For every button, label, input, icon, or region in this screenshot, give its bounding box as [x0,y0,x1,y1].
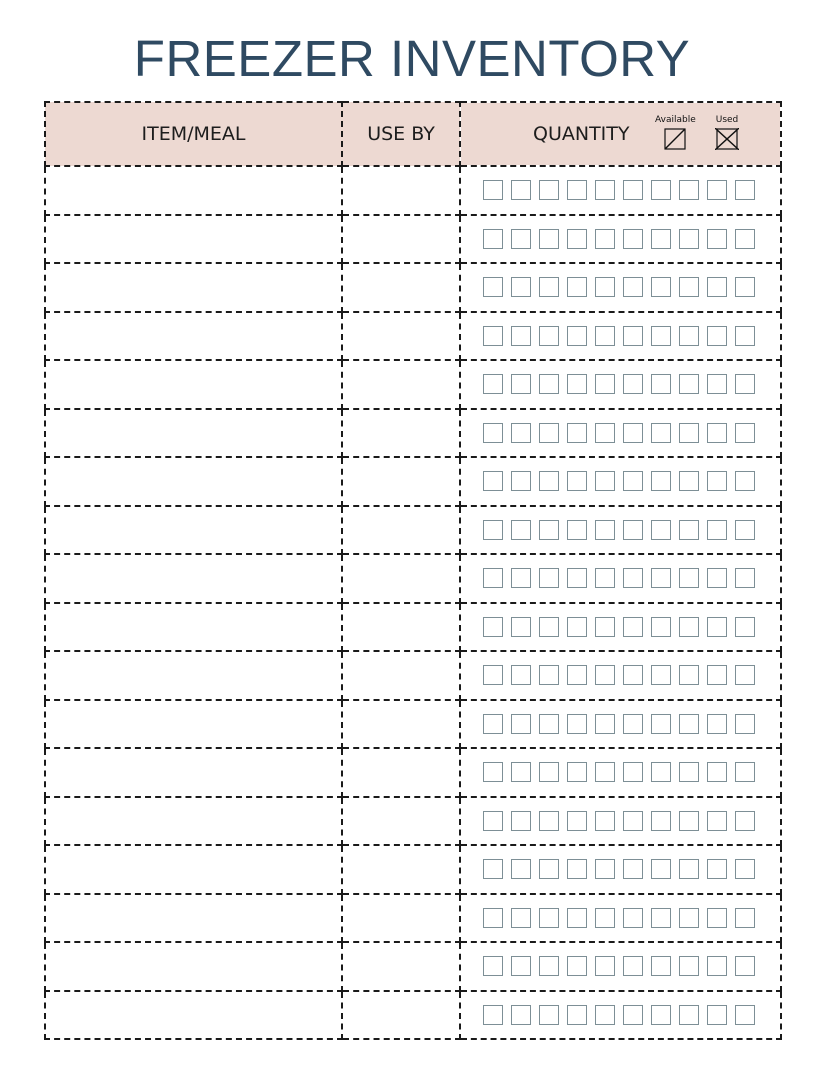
table-row [45,215,781,264]
quantity-checkbox[interactable] [539,811,559,831]
quantity-checkboxes [461,846,780,893]
inventory-table [44,101,782,1040]
quantity-checkbox[interactable] [567,859,587,879]
quantity-checkbox[interactable] [707,423,727,443]
quantity-checkbox[interactable] [567,326,587,346]
quantity-checkboxes [461,361,780,408]
quantity-checkbox[interactable] [511,908,531,928]
quantity-checkbox[interactable] [651,568,671,588]
quantity-checkbox[interactable] [651,277,671,297]
quantity-checkboxes [461,555,780,602]
quantity-checkbox[interactable] [651,180,671,200]
quantity-checkbox[interactable] [651,520,671,540]
quantity-checkboxes [461,604,780,651]
quantity-checkbox[interactable] [679,714,699,734]
quantity-checkbox[interactable] [651,762,671,782]
item-meal-cell[interactable] [45,991,342,1040]
use-by-cell[interactable] [342,797,460,846]
table-row [45,845,781,894]
quantity-checkbox[interactable] [623,423,643,443]
x-box-icon [715,128,739,150]
quantity-checkbox[interactable] [511,762,531,782]
quantity-checkbox[interactable] [511,859,531,879]
quantity-checkbox[interactable] [511,180,531,200]
quantity-cell [460,215,781,264]
quantity-checkboxes [461,313,780,360]
table-row [45,894,781,943]
quantity-checkbox[interactable] [595,1005,615,1025]
quantity-checkbox[interactable] [539,665,559,685]
quantity-checkbox[interactable] [735,762,755,782]
quantity-cell [460,360,781,409]
quantity-checkbox[interactable] [539,568,559,588]
quantity-cell [460,554,781,603]
item-meal-cell[interactable] [45,312,342,361]
quantity-checkbox[interactable] [707,180,727,200]
quantity-checkbox[interactable] [651,811,671,831]
quantity-checkbox[interactable] [539,277,559,297]
quantity-checkbox[interactable] [539,374,559,394]
quantity-checkbox[interactable] [651,859,671,879]
quantity-checkboxes [461,167,780,214]
quantity-checkbox[interactable] [595,326,615,346]
quantity-cell [460,603,781,652]
use-by-cell[interactable] [342,554,460,603]
item-meal-cell[interactable] [45,506,342,555]
item-meal-cell[interactable] [45,894,342,943]
use-by-cell[interactable] [342,166,460,215]
quantity-checkbox[interactable] [483,859,503,879]
quantity-checkboxes [461,458,780,505]
quantity-checkbox[interactable] [735,617,755,637]
quantity-checkbox[interactable] [679,374,699,394]
quantity-checkbox[interactable] [623,229,643,249]
quantity-checkbox[interactable] [595,811,615,831]
quantity-checkbox[interactable] [707,229,727,249]
quantity-checkbox[interactable] [483,762,503,782]
quantity-checkbox[interactable] [539,229,559,249]
quantity-checkbox[interactable] [623,1005,643,1025]
quantity-checkboxes [461,943,780,990]
use-by-cell[interactable] [342,263,460,312]
quantity-checkbox[interactable] [623,520,643,540]
quantity-checkbox[interactable] [539,617,559,637]
quantity-cell [460,312,781,361]
quantity-checkbox[interactable] [595,471,615,491]
use-by-cell[interactable] [342,894,460,943]
quantity-checkbox[interactable] [735,568,755,588]
item-meal-cell[interactable] [45,651,342,700]
quantity-checkbox[interactable] [595,665,615,685]
item-meal-cell[interactable] [45,748,342,797]
quantity-checkbox[interactable] [539,423,559,443]
quantity-checkbox[interactable] [623,374,643,394]
quantity-checkbox[interactable] [595,180,615,200]
table-row [45,700,781,749]
quantity-checkbox[interactable] [511,423,531,443]
quantity-checkbox[interactable] [651,665,671,685]
table-row [45,312,781,361]
quantity-checkbox[interactable] [595,956,615,976]
quantity-checkbox[interactable] [567,180,587,200]
quantity-checkbox[interactable] [595,859,615,879]
use-by-cell[interactable] [342,748,460,797]
item-meal-cell[interactable] [45,166,342,215]
quantity-checkboxes [461,216,780,263]
quantity-cell [460,651,781,700]
quantity-checkbox[interactable] [735,714,755,734]
quantity-checkbox[interactable] [511,1005,531,1025]
quantity-checkbox[interactable] [483,665,503,685]
quantity-checkbox[interactable] [511,326,531,346]
quantity-checkboxes [461,507,780,554]
quantity-checkbox[interactable] [483,617,503,637]
quantity-checkbox[interactable] [483,908,503,928]
item-meal-cell[interactable] [45,942,342,991]
quantity-checkbox[interactable] [623,762,643,782]
quantity-cell [460,506,781,555]
quantity-checkboxes [461,264,780,311]
use-by-cell[interactable] [342,457,460,506]
quantity-checkbox[interactable] [735,229,755,249]
quantity-cell [460,748,781,797]
table-row [45,506,781,555]
quantity-checkbox[interactable] [595,714,615,734]
quantity-checkbox[interactable] [679,1005,699,1025]
quantity-checkbox[interactable] [707,374,727,394]
quantity-checkbox[interactable] [679,617,699,637]
quantity-checkbox[interactable] [707,908,727,928]
quantity-checkbox[interactable] [511,374,531,394]
quantity-checkbox[interactable] [679,423,699,443]
quantity-checkbox[interactable] [679,859,699,879]
quantity-checkbox[interactable] [623,326,643,346]
quantity-checkbox[interactable] [623,471,643,491]
quantity-checkbox[interactable] [651,326,671,346]
quantity-checkboxes [461,798,780,845]
slash-box-icon [664,128,686,150]
quantity-header-label: QUANTITY [533,123,630,145]
quantity-checkbox[interactable] [595,374,615,394]
quantity-checkbox[interactable] [595,568,615,588]
quantity-checkbox[interactable] [539,180,559,200]
item-meal-cell[interactable] [45,263,342,312]
quantity-checkbox[interactable] [483,1005,503,1025]
quantity-checkbox[interactable] [651,908,671,928]
quantity-checkbox[interactable] [707,714,727,734]
quantity-checkbox[interactable] [707,617,727,637]
quantity-checkbox[interactable] [735,811,755,831]
quantity-checkbox[interactable] [707,1005,727,1025]
quantity-cell [460,991,781,1040]
quantity-checkbox[interactable] [511,617,531,637]
quantity-checkbox[interactable] [707,520,727,540]
quantity-checkbox[interactable] [511,665,531,685]
quantity-checkbox[interactable] [623,714,643,734]
quantity-checkbox[interactable] [651,471,671,491]
quantity-checkbox[interactable] [567,811,587,831]
quantity-checkbox[interactable] [595,908,615,928]
quantity-checkbox[interactable] [623,180,643,200]
item-meal-cell[interactable] [45,845,342,894]
use-by-cell[interactable] [342,651,460,700]
quantity-checkbox[interactable] [735,277,755,297]
quantity-checkbox[interactable] [483,956,503,976]
legend-available [655,115,696,150]
quantity-checkbox[interactable] [567,665,587,685]
quantity-cell [460,457,781,506]
quantity-checkbox[interactable] [567,568,587,588]
quantity-checkbox[interactable] [679,229,699,249]
use-by-cell[interactable] [342,506,460,555]
quantity-checkbox[interactable] [679,471,699,491]
quantity-checkbox[interactable] [567,471,587,491]
quantity-checkbox[interactable] [483,423,503,443]
quantity-checkboxes [461,992,780,1039]
quantity-checkbox[interactable] [567,617,587,637]
quantity-checkbox[interactable] [679,326,699,346]
quantity-checkbox[interactable] [735,326,755,346]
quantity-checkbox[interactable] [679,762,699,782]
quantity-checkbox[interactable] [483,811,503,831]
quantity-checkbox[interactable] [735,908,755,928]
table-row [45,409,781,458]
quantity-checkbox[interactable] [511,956,531,976]
use-by-cell[interactable] [342,991,460,1040]
quantity-checkbox[interactable] [511,568,531,588]
item-meal-cell[interactable] [45,215,342,264]
quantity-checkbox[interactable] [623,859,643,879]
quantity-checkboxes [461,749,780,796]
quantity-checkbox[interactable] [679,956,699,976]
quantity-checkbox[interactable] [679,665,699,685]
quantity-checkbox[interactable] [651,1005,671,1025]
page-title: FREEZER INVENTORY [133,30,691,87]
quantity-checkbox[interactable] [511,229,531,249]
table-row [45,360,781,409]
quantity-checkbox[interactable] [567,520,587,540]
quantity-cell [460,845,781,894]
legend-used-label: Used [715,115,739,125]
item-meal-cell[interactable] [45,797,342,846]
quantity-checkbox[interactable] [679,908,699,928]
item-meal-cell[interactable] [45,603,342,652]
quantity-checkboxes [461,895,780,942]
quantity-checkbox[interactable] [595,762,615,782]
quantity-checkbox[interactable] [651,617,671,637]
quantity-checkbox[interactable] [595,423,615,443]
quantity-checkbox[interactable] [707,859,727,879]
quantity-checkbox[interactable] [595,617,615,637]
quantity-checkbox[interactable] [567,956,587,976]
quantity-checkbox[interactable] [707,956,727,976]
quantity-checkbox[interactable] [483,568,503,588]
quantity-checkbox[interactable] [651,956,671,976]
quantity-checkbox[interactable] [539,471,559,491]
quantity-checkbox[interactable] [623,908,643,928]
quantity-checkboxes [461,652,780,699]
use-by-cell[interactable] [342,942,460,991]
quantity-cell [460,409,781,458]
quantity-checkbox[interactable] [735,1005,755,1025]
quantity-checkboxes [461,410,780,457]
use-by-cell[interactable] [342,360,460,409]
quantity-checkbox[interactable] [539,1005,559,1025]
use-by-cell[interactable] [342,409,460,458]
item-meal-cell[interactable] [45,360,342,409]
quantity-checkbox[interactable] [539,714,559,734]
table-row [45,263,781,312]
quantity-checkbox[interactable] [651,423,671,443]
quantity-cell [460,797,781,846]
quantity-checkbox[interactable] [679,520,699,540]
quantity-checkbox[interactable] [735,859,755,879]
quantity-checkbox[interactable] [483,714,503,734]
quantity-checkbox[interactable] [483,180,503,200]
quantity-cell [460,263,781,312]
quantity-cell [460,700,781,749]
quantity-cell [460,166,781,215]
quantity-cell [460,894,781,943]
quantity-checkbox[interactable] [679,568,699,588]
quantity-checkbox[interactable] [595,229,615,249]
quantity-checkbox[interactable] [567,229,587,249]
item-meal-cell[interactable] [45,457,342,506]
quantity-checkbox[interactable] [679,811,699,831]
item-meal-cell[interactable] [45,554,342,603]
quantity-checkbox[interactable] [679,277,699,297]
quantity-header [460,102,781,166]
quantity-checkboxes [461,701,780,748]
quantity-checkbox[interactable] [735,423,755,443]
quantity-checkbox[interactable] [707,762,727,782]
use-by-header: USE BY [342,102,460,166]
quantity-checkbox[interactable] [511,277,531,297]
quantity-checkbox[interactable] [483,471,503,491]
use-by-cell[interactable] [342,603,460,652]
inventory-rows [45,166,781,1039]
quantity-checkbox[interactable] [567,1005,587,1025]
table-row [45,748,781,797]
table-row [45,457,781,506]
quantity-checkbox[interactable] [735,520,755,540]
quantity-checkbox[interactable] [567,762,587,782]
quantity-checkbox[interactable] [483,326,503,346]
use-by-cell[interactable] [342,312,460,361]
table-row [45,166,781,215]
quantity-checkbox[interactable] [651,229,671,249]
quantity-checkbox[interactable] [623,665,643,685]
use-by-cell[interactable] [342,700,460,749]
quantity-checkbox[interactable] [567,714,587,734]
quantity-checkbox[interactable] [651,374,671,394]
quantity-checkbox[interactable] [483,229,503,249]
quantity-checkbox[interactable] [707,471,727,491]
quantity-checkbox[interactable] [539,520,559,540]
legend-used [715,115,739,150]
quantity-checkbox[interactable] [483,520,503,540]
quantity-checkbox[interactable] [595,520,615,540]
quantity-checkbox[interactable] [511,520,531,540]
quantity-checkbox[interactable] [623,617,643,637]
quantity-checkbox[interactable] [539,762,559,782]
quantity-checkbox[interactable] [623,568,643,588]
quantity-checkbox[interactable] [679,180,699,200]
quantity-checkbox[interactable] [567,277,587,297]
item-meal-cell[interactable] [45,700,342,749]
table-row [45,797,781,846]
quantity-checkbox[interactable] [595,277,615,297]
use-by-cell[interactable] [342,845,460,894]
quantity-checkbox[interactable] [483,374,503,394]
quantity-checkbox[interactable] [735,665,755,685]
quantity-checkbox[interactable] [539,326,559,346]
quantity-checkbox[interactable] [539,908,559,928]
quantity-checkbox[interactable] [735,471,755,491]
quantity-cell [460,942,781,991]
header-row [45,102,781,166]
quantity-checkbox[interactable] [735,180,755,200]
item-meal-header: ITEM/MEAL [45,102,342,166]
table-row [45,554,781,603]
table-row [45,991,781,1040]
table-row [45,603,781,652]
table-row [45,942,781,991]
quantity-checkbox[interactable] [707,277,727,297]
use-by-cell[interactable] [342,215,460,264]
quantity-checkbox[interactable] [511,471,531,491]
quantity-checkbox[interactable] [539,956,559,976]
legend-available-label: Available [655,115,696,125]
quantity-checkbox[interactable] [511,714,531,734]
quantity-checkbox[interactable] [735,956,755,976]
quantity-checkbox[interactable] [623,811,643,831]
quantity-checkbox[interactable] [735,374,755,394]
item-meal-cell[interactable] [45,409,342,458]
quantity-checkbox[interactable] [707,811,727,831]
quantity-checkbox[interactable] [539,859,559,879]
quantity-checkbox[interactable] [511,811,531,831]
quantity-checkbox[interactable] [623,277,643,297]
quantity-checkbox[interactable] [707,665,727,685]
quantity-checkbox[interactable] [623,956,643,976]
quantity-checkbox[interactable] [707,326,727,346]
quantity-checkbox[interactable] [651,714,671,734]
quantity-checkbox[interactable] [483,277,503,297]
quantity-checkbox[interactable] [707,568,727,588]
quantity-checkbox[interactable] [567,423,587,443]
table-row [45,651,781,700]
quantity-checkbox[interactable] [567,374,587,394]
quantity-checkbox[interactable] [567,908,587,928]
